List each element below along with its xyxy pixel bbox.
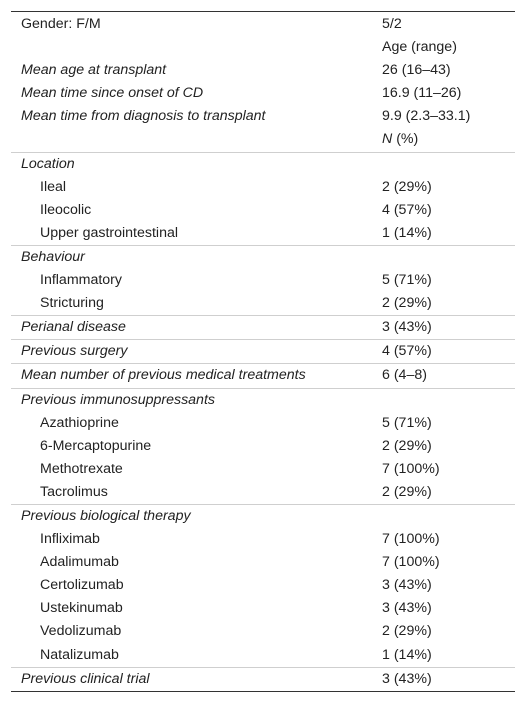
row-value: 4 (57%) — [382, 343, 432, 360]
row-label: Ileocolic — [40, 201, 92, 218]
row-label: Previous clinical trial — [21, 670, 150, 687]
row-label: Ileal — [40, 178, 67, 195]
row-label: Inflammatory — [40, 272, 122, 289]
row-label: Gender: F/M — [21, 16, 101, 32]
table-row — [11, 412, 515, 435]
row-value: 26 (16–43) — [382, 62, 451, 79]
row-label: Vedolizumab — [40, 623, 122, 640]
table-row — [11, 315, 515, 339]
percent-header: (%) — [392, 131, 419, 148]
table-row — [11, 152, 515, 176]
row-label: Previous surgery — [21, 343, 128, 360]
table-row — [11, 551, 515, 574]
row-label: Stricturing — [40, 295, 104, 312]
table-row — [11, 597, 515, 620]
row-value: 4 (57%) — [382, 201, 432, 218]
table-row — [11, 245, 515, 269]
table-row — [11, 528, 515, 551]
table-row — [11, 269, 515, 292]
row-value: 1 (14%) — [382, 646, 432, 663]
row-value: 5 (71%) — [382, 272, 432, 289]
row-label: Behaviour — [21, 248, 85, 265]
row-label: Adalimumab — [40, 554, 119, 571]
table-row — [11, 435, 515, 458]
table-row — [11, 222, 515, 245]
row-label: Methotrexate — [40, 460, 123, 477]
row-label: Previous biological therapy — [21, 507, 191, 524]
row-value: 7 (100%) — [382, 554, 440, 571]
table-row — [11, 667, 515, 691]
row-value: 7 (100%) — [382, 460, 440, 477]
row-value: 2 (29%) — [382, 178, 432, 195]
table-row — [11, 458, 515, 481]
row-label: Infliximab — [40, 531, 100, 548]
table-row — [11, 105, 515, 128]
table-row — [11, 128, 515, 151]
table-row — [11, 363, 515, 387]
row-label: Perianal disease — [21, 319, 126, 336]
row-label: Upper gastrointestinal — [40, 224, 179, 241]
table-row — [11, 59, 515, 82]
table-row — [11, 199, 515, 222]
row-value: 3 (43%) — [382, 319, 432, 336]
row-value: 6 (4–8) — [382, 367, 427, 384]
row-label: Mean number of previous medical treatments — [21, 367, 306, 384]
row-value: 2 (29%) — [382, 295, 432, 312]
n-symbol: N — [382, 131, 393, 148]
row-label: Certolizumab — [40, 577, 124, 594]
row-value: 3 (43%) — [382, 600, 432, 617]
row-value: 5 (71%) — [382, 414, 432, 431]
row-value: 1 (14%) — [382, 224, 432, 241]
row-label: Mean age at transplant — [21, 62, 167, 79]
row-value: 3 (43%) — [382, 670, 432, 687]
row-value: 16.9 (11–26) — [382, 85, 462, 102]
table-row — [11, 574, 515, 597]
row-label: Mean time since onset of CD — [21, 85, 204, 102]
row-value: 9.9 (2.3–33.1) — [382, 108, 471, 125]
table-row — [11, 176, 515, 199]
table-row — [11, 36, 515, 59]
row-value: 2 (29%) — [382, 623, 432, 640]
row-value: 2 (29%) — [382, 437, 432, 454]
row-label: Previous immunosuppressants — [21, 391, 215, 408]
row-label: Azathioprine — [40, 414, 119, 431]
table-row — [11, 388, 515, 412]
table-row — [11, 644, 515, 667]
row-label: Ustekinumab — [40, 600, 123, 617]
row-value: 7 (100%) — [382, 531, 440, 548]
row-value: 5/2 — [382, 16, 402, 32]
table-row — [11, 82, 515, 105]
table-row — [11, 339, 515, 363]
row-label: Natalizumab — [40, 646, 119, 663]
table-row — [11, 504, 515, 528]
table-row — [11, 620, 515, 643]
row-label: Mean time from diagnosis to transplant — [21, 108, 266, 125]
row-label: 6-Mercaptopurine — [40, 437, 152, 454]
table-row — [11, 13, 515, 36]
row-value: 3 (43%) — [382, 577, 432, 594]
row-label: Location — [21, 155, 75, 172]
characteristics-table — [11, 11, 515, 692]
row-label: Tacrolimus — [40, 483, 108, 500]
row-value: Age (range) — [382, 39, 457, 56]
table-row — [11, 481, 515, 504]
row-value — [382, 128, 418, 151]
table-row — [11, 292, 515, 315]
row-value: 2 (29%) — [382, 483, 432, 500]
